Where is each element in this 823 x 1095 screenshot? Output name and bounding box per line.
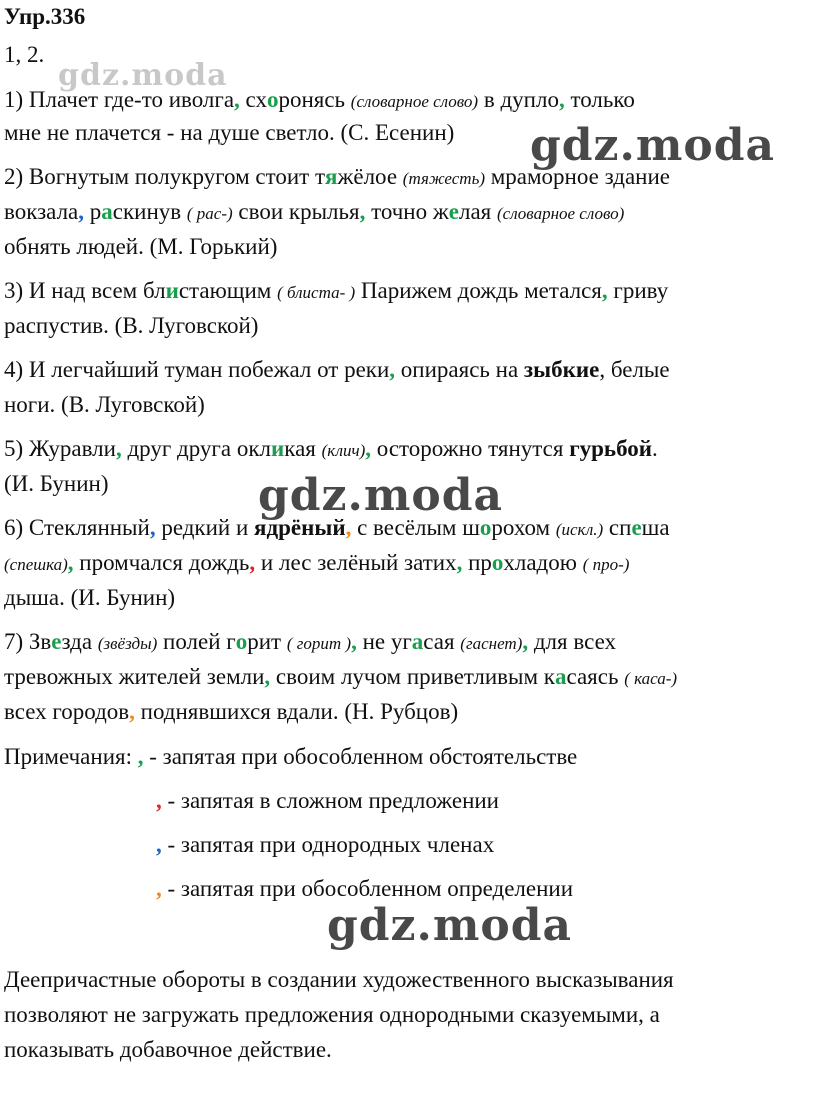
task-numbers: 1, 2. <box>4 42 45 67</box>
sentence-2-line-2: вокзала, раскинув ( рас-) свои крылья, точно желая (словарное слово) <box>4 199 625 224</box>
note-1: Примечания: , - запятая при обособленном обстоятельстве <box>4 744 578 769</box>
conclusion-line-3: показывать добавочное действие. <box>4 1037 332 1062</box>
sentence-2-line-3: обнять людей. (М. Горький) <box>4 234 278 259</box>
watermark: gdz.moda <box>327 900 573 951</box>
sentence-1-line-2: мне не плачется - на душе светло. (С. Есенин) <box>4 120 455 145</box>
note-3: , - запятая при однородных членах <box>156 832 495 857</box>
sentence-5-line-2: (И. Бунин) <box>4 471 109 496</box>
sentence-2-line-1: 2) Вогнутым полукругом стоит тяжёлое (тяжесть) мраморное здание <box>4 164 671 189</box>
sentence-6-line-1: 6) Стеклянный, редкий и ядрёный, с весёлым шорохом (искл.) спеша <box>4 515 670 540</box>
conclusion-line-2: позволяют не загружать предложения однородными сказуемыми, а <box>4 1002 660 1027</box>
sentence-3-line-2: распустив. (В. Луговской) <box>4 313 259 338</box>
notes-heading: Примечания: <box>4 744 138 769</box>
sentence-7-line-2: тревожных жителей земли, своим лучом приветливым касаясь ( каса-) <box>4 664 678 689</box>
note-4: , - запятая при обособленном определении <box>156 876 574 901</box>
sentence-5-line-1: 5) Журавли, друг друга окликая (клич), осторожно тянутся гурьбой. <box>4 436 658 461</box>
sentence-7-line-3: всех городов, поднявшихся вдали. (Н. Рубцов) <box>4 699 459 724</box>
sentence-3-line-1: 3) И над всем блистающим ( блиста- ) Парижем дождь метался, гриву <box>4 278 669 303</box>
sentence-7-line-1: 7) Звезда (звёзды) полей горит ( горит ), не угасая (гаснет), для всех <box>4 629 616 654</box>
sentence-6-line-3: дыша. (И. Бунин) <box>4 585 176 610</box>
exercise-title: Упр.336 <box>4 4 86 29</box>
sentence-4-line-1: 4) И легчайший туман побежал от реки, опираясь на зыбкие, белые <box>4 357 670 382</box>
sentence-4-line-2: ноги. (В. Луговской) <box>4 392 205 417</box>
sentence-1-line-1: 1) Плачет где-то иволга, схоронясь (словарное слово) в дупло, только <box>4 87 635 112</box>
watermark: gdz.moda <box>58 58 228 93</box>
note-2: , - запятая в сложном предложении <box>156 788 499 813</box>
watermark: gdz.moda <box>530 120 776 171</box>
watermark: gdz.moda <box>258 470 504 521</box>
sentence-6-line-2: (спешка), промчался дождь, и лес зелёный затих, прохладою ( про-) <box>4 550 630 575</box>
conclusion-line-1: Деепричастные обороты в создании художественного высказывания <box>4 967 674 992</box>
